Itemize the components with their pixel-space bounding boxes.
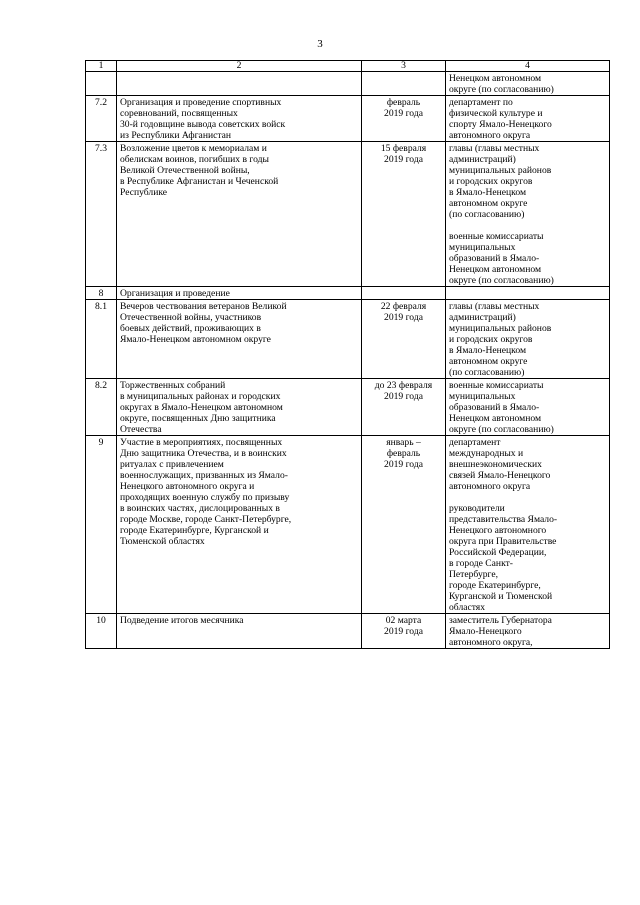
text-line: муниципальных районов <box>449 323 552 334</box>
event-description <box>117 436 362 614</box>
text-line: Организация и проведение <box>120 288 230 299</box>
event-description <box>117 72 362 96</box>
text-line: связей Ямало-Ненецкого <box>449 470 551 481</box>
text-line: 2019 года <box>384 312 423 323</box>
table-header-row <box>86 61 610 72</box>
text-line: спорту Ямало-Ненецкого <box>449 119 552 130</box>
text-line: Ненецком автономном <box>449 413 542 424</box>
text-line: Возложение цветов к мемориалам и <box>120 143 267 154</box>
responsible-party <box>446 614 610 649</box>
line-gap <box>449 220 606 231</box>
text-line: Дню защитника Отечества, и в воинских <box>120 448 287 459</box>
text-line: Петербурге, <box>449 569 499 580</box>
line-gap <box>449 492 606 503</box>
table-row <box>86 614 610 649</box>
text-line: автономном округе <box>449 198 528 209</box>
table-row <box>86 300 610 379</box>
text-line: Отечества <box>120 424 162 435</box>
text-line: из Республики Афганистан <box>120 130 232 141</box>
event-date <box>362 614 446 649</box>
text-line: округе (по согласованию) <box>449 424 554 435</box>
text-line: Вечеров чествования ветеранов Великой <box>120 301 287 312</box>
text-line: образований в Ямало- <box>449 253 540 264</box>
event-date <box>362 436 446 614</box>
text-line: военные комиссариаты <box>449 231 544 242</box>
text-line: 15 февраля <box>380 143 427 154</box>
text-line: в Ямало-Ненецком <box>449 187 527 198</box>
text-line: областях <box>449 602 486 613</box>
events-table <box>85 60 610 649</box>
text-line: администраций) <box>449 154 516 165</box>
text-line: Ненецкого автономного округа и <box>120 481 255 492</box>
text-line: 2019 года <box>384 391 423 402</box>
row-number: 8.2 <box>86 379 117 436</box>
table-row <box>86 287 610 300</box>
table-row <box>86 96 610 142</box>
text-line: и городских округов <box>449 176 533 187</box>
text-line: Республике <box>120 187 168 198</box>
text-line: в Ямало-Ненецком <box>449 345 527 356</box>
header-cell: 1 <box>86 61 117 72</box>
event-description <box>117 614 362 649</box>
event-date <box>362 72 446 96</box>
text-line: соревнований, посвященных <box>120 108 238 119</box>
text-line: Курганской и Тюменской <box>449 591 553 602</box>
text-line: 02 марта <box>385 615 422 626</box>
responsible-party <box>446 287 610 300</box>
text-line: руководители <box>449 503 505 514</box>
text-line: в муниципальных районах и городских <box>120 391 281 402</box>
responsible-party <box>446 142 610 287</box>
text-line: 2019 года <box>384 108 423 119</box>
event-date <box>362 379 446 436</box>
table-row <box>86 72 610 96</box>
table-row <box>86 436 610 614</box>
row-number: 8.1 <box>86 300 117 379</box>
text-line: Ямало-Ненецкого <box>449 626 522 637</box>
text-line: городе Екатеринбурге, Курганской и <box>120 525 269 536</box>
text-line: февраль <box>386 448 421 459</box>
header-cell: 4 <box>446 61 610 72</box>
text-line: военнослужащих, призванных из Ямало- <box>120 470 288 481</box>
text-line: (по согласованию) <box>449 209 525 220</box>
text-line: и городских округов <box>449 334 533 345</box>
text-line: до 23 февраля <box>374 380 433 391</box>
table-row <box>86 379 610 436</box>
event-date <box>362 300 446 379</box>
responsible-party <box>446 379 610 436</box>
text-line: боевых действий, проживающих в <box>120 323 261 334</box>
text-line: международных и <box>449 448 524 459</box>
text-line: февраль <box>386 97 421 108</box>
event-description <box>117 96 362 142</box>
text-line: Подведение итогов месячника <box>120 615 244 626</box>
text-line: в воинских частях, дислоцированных в <box>120 503 280 514</box>
responsible-party <box>446 436 610 614</box>
responsible-party <box>446 72 610 96</box>
row-number <box>86 72 117 96</box>
text-line: в Республике Афганистан и Чеченской <box>120 176 279 187</box>
responsible-party <box>446 96 610 142</box>
text-line: муниципальных районов <box>449 165 552 176</box>
text-line: автономного округа <box>449 130 531 141</box>
event-date <box>362 96 446 142</box>
text-line: округах в Ямало-Ненецком автономном <box>120 402 283 413</box>
text-line: Торжественных собраний <box>120 380 226 391</box>
text-line: главы (главы местных <box>449 301 540 312</box>
text-line: 2019 года <box>384 154 423 165</box>
text-line: военные комиссариаты <box>449 380 544 391</box>
text-line: 22 февраля <box>380 301 427 312</box>
event-description <box>117 287 362 300</box>
row-number: 10 <box>86 614 117 649</box>
text-line: главы (главы местных <box>449 143 540 154</box>
text-line: автономном округе <box>449 356 528 367</box>
text-line: физической культуре и <box>449 108 543 119</box>
text-line: городе Екатеринбурге, <box>449 580 541 591</box>
text-line: (по согласованию) <box>449 367 525 378</box>
text-line: 2019 года <box>384 459 423 470</box>
text-line: муниципальных <box>449 242 516 253</box>
text-line: представительства Ямало- <box>449 514 558 525</box>
page-number: 3 <box>317 38 323 50</box>
table-row <box>86 142 610 287</box>
text-line: заместитель Губернатора <box>449 615 552 626</box>
text-line: образований в Ямало- <box>449 402 540 413</box>
text-line: Отечественной войны, участников <box>120 312 262 323</box>
header-cell: 2 <box>117 61 362 72</box>
text-line: январь – <box>386 437 421 448</box>
text-line: округа при Правительстве <box>449 536 557 547</box>
text-line: автономного округа, <box>449 637 533 648</box>
event-description <box>117 379 362 436</box>
row-number: 9 <box>86 436 117 614</box>
row-number: 8 <box>86 287 117 300</box>
event-description <box>117 142 362 287</box>
text-line: ритуалах с привлечением <box>120 459 224 470</box>
text-line: автономного округа <box>449 481 531 492</box>
text-line: Участие в мероприятиях, посвященных <box>120 437 283 448</box>
text-line: Ненецкого автономного <box>449 525 547 536</box>
text-line: округе (по согласованию) <box>449 84 554 95</box>
text-line: проходящих военную службу по призыву <box>120 492 290 503</box>
event-date <box>362 142 446 287</box>
header-cell: 3 <box>362 61 446 72</box>
text-line: Великой Отечественной войны, <box>120 165 250 176</box>
row-number: 7.2 <box>86 96 117 142</box>
text-line: департамент по <box>449 97 513 108</box>
text-line: городе Москве, городе Санкт-Петербурге, <box>120 514 292 525</box>
text-line: в городе Санкт- <box>449 558 513 569</box>
text-line: внешнеэкономических <box>449 459 542 470</box>
responsible-party <box>446 300 610 379</box>
text-line: обелискам воинов, погибших в годы <box>120 154 269 165</box>
text-line: Российской Федерации, <box>449 547 547 558</box>
text-line: округе (по согласованию) <box>449 275 554 286</box>
text-line: Организация и проведение спортивных <box>120 97 282 108</box>
text-line: 2019 года <box>384 626 423 637</box>
row-number: 7.3 <box>86 142 117 287</box>
event-description <box>117 300 362 379</box>
text-line: Ямало-Ненецком автономном округе <box>120 334 271 345</box>
text-line: Ненецком автономном <box>449 264 542 275</box>
text-line: департамент <box>449 437 501 448</box>
text-line: администраций) <box>449 312 516 323</box>
text-line: 30-й годовщине вывода советских войск <box>120 119 286 130</box>
text-line: Ненецком автономном <box>449 73 542 84</box>
text-line: округе, посвященных Дню защитника <box>120 413 276 424</box>
event-date <box>362 287 446 300</box>
text-line: муниципальных <box>449 391 516 402</box>
text-line: Тюменской областях <box>120 536 205 547</box>
